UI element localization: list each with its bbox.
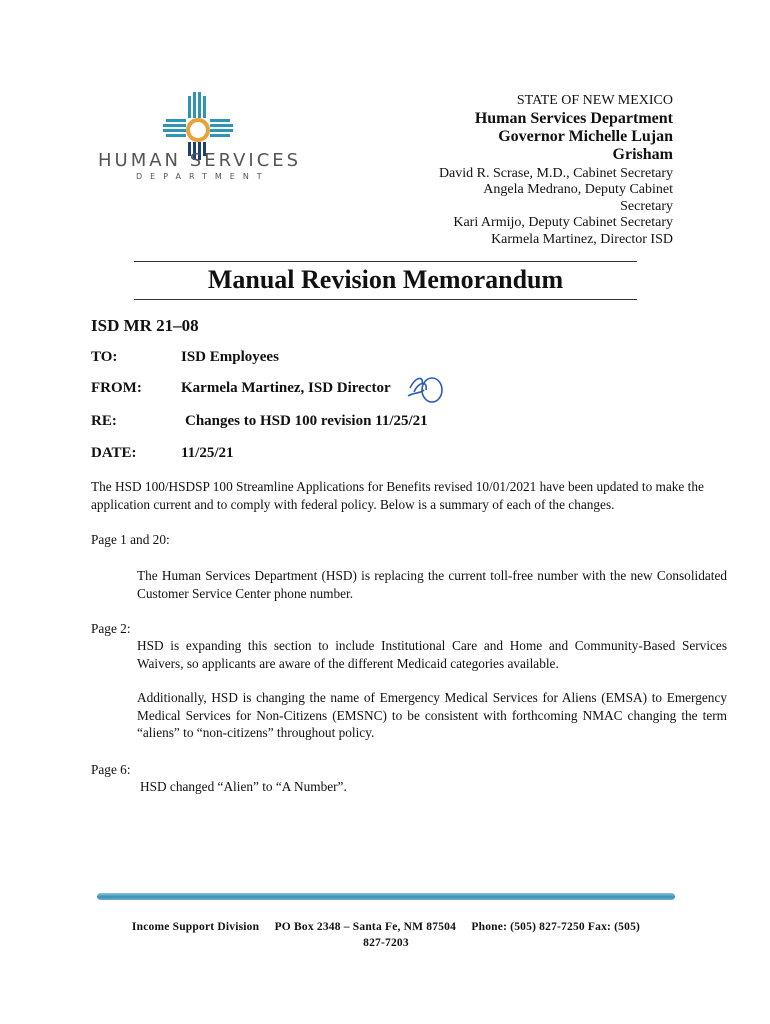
logo-wordmark xyxy=(98,150,301,171)
to-value: ISD Employees xyxy=(181,349,279,365)
governor-line-2: Grisham xyxy=(612,145,673,163)
section-heading-page6: Page 6: xyxy=(91,762,131,777)
date-value: 11/25/21 xyxy=(181,445,234,461)
footer-line-1: Income Support Division PO Box 2348 – Santa Fe, NM 87504 Phone: (505) 827-7250 Fax: (505) xyxy=(131,921,641,933)
re-value: Changes to HSD 100 revision 11/25/21 xyxy=(185,413,428,429)
letterhead xyxy=(353,93,673,248)
staff-line: David R. Scrase, M.D., Cabinet Secretary xyxy=(438,165,673,181)
re-label: RE: xyxy=(91,413,117,429)
governor-line-1: Governor Michelle Lujan xyxy=(498,127,673,145)
to-label: TO: xyxy=(91,349,118,365)
from-label: FROM: xyxy=(91,380,142,396)
staff-line: Angela Medrano, Deputy Cabinet xyxy=(483,182,673,197)
memo-title: Manual Revision Memorandum xyxy=(207,265,564,294)
section-heading-page2: Page 2: xyxy=(91,621,131,636)
staff-line: Secretary xyxy=(620,198,673,214)
department-name: Human Services Department xyxy=(474,109,673,127)
section-text-page6: HSD changed “Alien” to “A Number”. xyxy=(140,779,347,794)
title-rule-bottom xyxy=(134,299,637,300)
logo-subtitle: DEPARTMENT xyxy=(136,172,270,181)
title-rule-top xyxy=(134,261,637,262)
logo-word-left: HUMAN xyxy=(98,150,182,171)
date-label: DATE: xyxy=(91,445,137,461)
footer-contact xyxy=(96,919,676,951)
state-line: STATE OF NEW MEXICO xyxy=(516,93,673,108)
intro-paragraph: The HSD 100/HSDSP 100 Streamline Applications for Benefits revised 10/01/2021 have been updated to make the application current and to comply with federal policy. Below is a summary of each of the changes. xyxy=(91,479,704,512)
footer-accent-bar xyxy=(97,893,675,900)
staff-line: Kari Armijo, Deputy Cabinet Secretary xyxy=(453,215,673,230)
memo-reference: ISD MR 21–08 xyxy=(91,316,199,335)
section-text-page2b: Additionally, HSD is changing the name of Emergency Medical Services for Aliens (EMSA) to Emergency Medical Services for Non-Citizens (EMSNC) to be consistent with forthcoming NMAC changing the term “aliens” to “non-citizens” throughout policy. xyxy=(137,690,727,740)
from-value: Karmela Martinez, ISD Director xyxy=(181,380,391,396)
logo-word-right: SERVICES xyxy=(189,150,302,171)
staff-line: Karmela Martinez, Director ISD xyxy=(491,231,673,247)
signature-mark xyxy=(404,372,444,404)
section-heading-page1: Page 1 and 20: xyxy=(91,532,170,547)
footer-line-2: 827-7203 xyxy=(363,937,409,949)
section-text-page2a: HSD is expanding this section to include Institutional Care and Home and Community-Based Services Waivers, so applicants are aware of the different Medicaid categories available. xyxy=(137,638,727,671)
section-text-page1: The Human Services Department (HSD) is replacing the current toll-free number with the new Consolidated Customer Service Center phone number. xyxy=(137,568,727,601)
